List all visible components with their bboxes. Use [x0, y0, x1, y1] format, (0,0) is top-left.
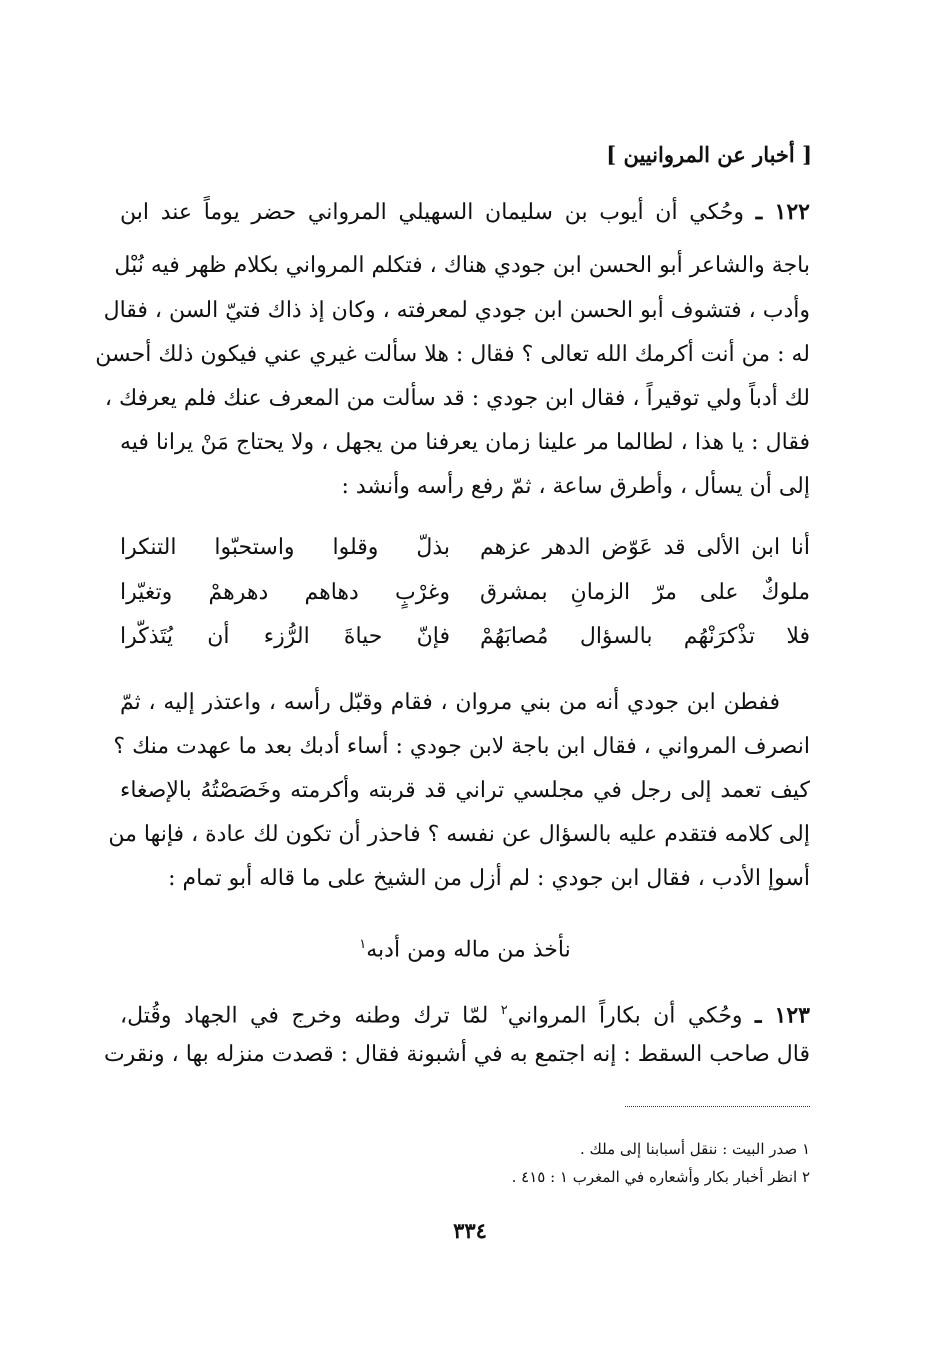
footnote: ١ صدر البيت : ننقل أسبابنا إلى ملك . — [579, 1140, 810, 1158]
verse-first-hemistich: أنا ابن الألى قد عَوّض الدهر عزهم — [480, 535, 810, 560]
paragraph-line: إلى كلامه فتقدم عليه بالسؤال عن نفسه ؟ فاحذر أن تكون لك عادة ، فإنها من — [108, 822, 810, 847]
verse-second-hemistich: وغرْبٍ دهاهم دهرهمْ وتغيّرا — [120, 580, 450, 605]
footnote: ٢ انظر أخبار بكار وأشعاره في المغرب ١ : ٤١٥ . — [511, 1168, 810, 1186]
footnote-marker: ١ — [359, 937, 367, 952]
paragraph-line: ١٢٣ ـ وحُكي أن بكاراً المرواني$^٢$ لمّا ترك وطنه وخرج في الجهاد وقُتل، — [120, 1002, 810, 1029]
paragraph-line: له : من أنت أكرمك الله تعالى ؟ فقال : هلا سألت غيري عني فيكون ذلك أحسن — [95, 342, 810, 367]
paragraph-line: لك أدباً ولي توقيراً ، فقال ابن جودي : قد سألت من المعرف عنك فلم يعرفك ، — [104, 386, 810, 411]
running-header: [ أخبار عن المروانيين ] — [606, 142, 812, 167]
paragraph-line: قال صاحب السقط : إنه اجتمع به في أشبونة فقال : قصدت منزله بها ، ونقرت — [103, 1042, 810, 1067]
paragraph-line: انصرف المرواني ، فقال ابن باجة لابن جودي : أساء أدبك بعد ما عهدت منك ؟ — [113, 734, 810, 759]
verse-first-hemistich: ملوكٌ على مرّ الزمانِ بمشرق — [480, 580, 810, 605]
paragraph-line: ففطن ابن جودي أنه من بني مروان ، فقام وقبّل رأسه ، واعتذر إليه ، ثمّ — [120, 690, 781, 715]
poem-verse — [120, 578, 810, 608]
footnote-marker: ٢ — [500, 1003, 508, 1018]
verse-second-hemistich: بذلّ وقلوا واستحبّوا التنكرا — [120, 535, 450, 560]
page-number: ٣٣٤ — [453, 1218, 487, 1243]
paragraph-line: فقال : يا هذا ، لطالما مر علينا زمان يعرفنا من يجهل ، ولا يحتاج مَنْ يرانا فيه — [120, 430, 811, 455]
footnote-separator — [625, 1106, 810, 1107]
paragraph-line: إلى أن يسأل ، وأطرق ساعة ، ثمّ رفع رأسه وأنشد : — [341, 474, 810, 499]
paragraph-line: وأدب ، فتشوف أبو الحسن ابن جودي لمعرفته ، وكان إذ ذاك فتيّ السن ، فقال — [103, 298, 810, 323]
verse-second-hemistich: فإنّ حياةَ الرُّزء أن يُتَذكّرا — [120, 624, 450, 649]
paragraph-number: ١٢٢ ـ — [755, 199, 810, 225]
poem-verse — [120, 622, 810, 652]
paragraph-line: ١٢٢ ـ وحُكي أن أيوب بن سليمان السهيلي المرواني حضر يوماً عند ابن — [120, 199, 810, 225]
quoted-verse: نأخذ من ماله ومن أدبه$^١$ — [359, 937, 571, 963]
paragraph-line: أسوإ الأدب ، فقال ابن جودي : لم أزل من الشيخ على ما قاله أبو تمام : — [168, 866, 810, 891]
poem-verse — [120, 533, 810, 563]
paragraph-line: كيف تعمد إلى رجل في مجلسي تراني قد قربته وأكرمته وخَصَصْتُهُ بالإصغاء — [120, 778, 811, 803]
paragraph-line: باجة والشاعر أبو الحسن ابن جودي هناك ، فتكلم المرواني بكلام ظهر فيه نُبْل — [114, 253, 810, 278]
verse-first-hemistich: فلا تذْكرَنْهُم بالسؤال مُصابَهُمْ — [480, 624, 810, 649]
paragraph-number: ١٢٣ ـ — [755, 1002, 810, 1029]
